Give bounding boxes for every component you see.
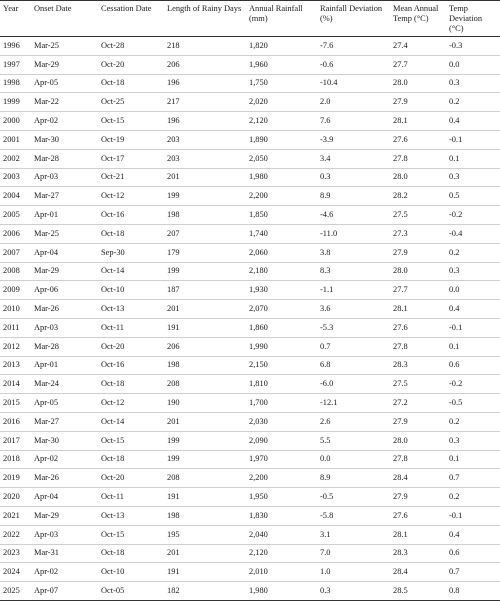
cell-annual-rainfall: 2,060 bbox=[246, 243, 317, 262]
table-row bbox=[0, 187, 500, 206]
cell-mean-annual-temp: 27.4 bbox=[390, 37, 446, 56]
table-row bbox=[0, 488, 500, 507]
cell-length-of-rainy-days: 203 bbox=[164, 130, 246, 149]
cell-rainfall-deviation: -12.1 bbox=[317, 394, 390, 413]
cell-cessation-date: Oct-15 bbox=[98, 431, 164, 450]
cell-onset-date: Mar-26 bbox=[31, 300, 98, 319]
cell-cessation-date: Oct-21 bbox=[98, 168, 164, 187]
cell-cessation-date: Oct-14 bbox=[98, 412, 164, 431]
cell-mean-annual-temp: 28.0 bbox=[390, 74, 446, 93]
cell-year: 2023 bbox=[0, 544, 31, 563]
cell-year: 2016 bbox=[0, 412, 31, 431]
cell-mean-annual-temp: 27.6 bbox=[390, 130, 446, 149]
cell-temp-deviation: 0.0 bbox=[446, 55, 500, 74]
table-row bbox=[0, 93, 500, 112]
cell-onset-date: Apr-03 bbox=[31, 168, 98, 187]
cell-cessation-date: Oct-12 bbox=[98, 394, 164, 413]
cell-mean-annual-temp: 27.9 bbox=[390, 488, 446, 507]
table-row bbox=[0, 356, 500, 375]
cell-temp-deviation: 0.3 bbox=[446, 262, 500, 281]
cell-onset-date: Mar-25 bbox=[31, 224, 98, 243]
cell-mean-annual-temp: 28.2 bbox=[390, 187, 446, 206]
cell-annual-rainfall: 2,030 bbox=[246, 412, 317, 431]
cell-mean-annual-temp: 27.6 bbox=[390, 318, 446, 337]
table-row bbox=[0, 525, 500, 544]
header-length-of-rainy-days: Length of Rainy Days bbox=[164, 1, 246, 37]
table-row bbox=[0, 375, 500, 394]
cell-length-of-rainy-days: 198 bbox=[164, 506, 246, 525]
cell-mean-annual-temp: 27.8 bbox=[390, 450, 446, 469]
table-row bbox=[0, 450, 500, 469]
header-row bbox=[0, 1, 500, 37]
cell-cessation-date: Sep-30 bbox=[98, 243, 164, 262]
cell-annual-rainfall: 1,700 bbox=[246, 394, 317, 413]
cell-length-of-rainy-days: 201 bbox=[164, 300, 246, 319]
cell-length-of-rainy-days: 201 bbox=[164, 168, 246, 187]
cell-rainfall-deviation: -10.4 bbox=[317, 74, 390, 93]
cell-year: 2008 bbox=[0, 262, 31, 281]
table-row bbox=[0, 149, 500, 168]
cell-cessation-date: Oct-12 bbox=[98, 187, 164, 206]
cell-annual-rainfall: 1,930 bbox=[246, 281, 317, 300]
cell-temp-deviation: 0.1 bbox=[446, 450, 500, 469]
cell-annual-rainfall: 2,090 bbox=[246, 431, 317, 450]
cell-mean-annual-temp: 28.4 bbox=[390, 469, 446, 488]
cell-mean-annual-temp: 28.3 bbox=[390, 356, 446, 375]
table-row bbox=[0, 37, 500, 56]
cell-onset-date: Mar-29 bbox=[31, 262, 98, 281]
table-row bbox=[0, 281, 500, 300]
cell-rainfall-deviation: 7.0 bbox=[317, 544, 390, 563]
cell-cessation-date: Oct-18 bbox=[98, 74, 164, 93]
cell-temp-deviation: 0.5 bbox=[446, 187, 500, 206]
table-row bbox=[0, 431, 500, 450]
header-year: Year bbox=[0, 1, 31, 37]
table-row bbox=[0, 74, 500, 93]
cell-year: 2021 bbox=[0, 506, 31, 525]
cell-year: 2007 bbox=[0, 243, 31, 262]
table-row bbox=[0, 262, 500, 281]
cell-year: 1997 bbox=[0, 55, 31, 74]
cell-rainfall-deviation: -11.0 bbox=[317, 224, 390, 243]
cell-year: 2000 bbox=[0, 112, 31, 131]
cell-mean-annual-temp: 27.8 bbox=[390, 337, 446, 356]
cell-temp-deviation: 0.1 bbox=[446, 149, 500, 168]
cell-cessation-date: Oct-10 bbox=[98, 281, 164, 300]
cell-cessation-date: Oct-18 bbox=[98, 375, 164, 394]
cell-rainfall-deviation: -6.0 bbox=[317, 375, 390, 394]
cell-length-of-rainy-days: 203 bbox=[164, 149, 246, 168]
cell-rainfall-deviation: 6.8 bbox=[317, 356, 390, 375]
cell-year: 2018 bbox=[0, 450, 31, 469]
cell-year: 1998 bbox=[0, 74, 31, 93]
cell-length-of-rainy-days: 218 bbox=[164, 37, 246, 56]
cell-onset-date: Mar-29 bbox=[31, 506, 98, 525]
cell-year: 1996 bbox=[0, 37, 31, 56]
cell-annual-rainfall: 2,200 bbox=[246, 469, 317, 488]
cell-rainfall-deviation: 8.9 bbox=[317, 469, 390, 488]
cell-temp-deviation: 0.3 bbox=[446, 168, 500, 187]
cell-onset-date: Mar-31 bbox=[31, 544, 98, 563]
cell-mean-annual-temp: 28.0 bbox=[390, 262, 446, 281]
cell-rainfall-deviation: 5.5 bbox=[317, 431, 390, 450]
cell-rainfall-deviation: -5.3 bbox=[317, 318, 390, 337]
cell-rainfall-deviation: 1.0 bbox=[317, 563, 390, 582]
cell-mean-annual-temp: 27.7 bbox=[390, 55, 446, 74]
cell-temp-deviation: 0.6 bbox=[446, 356, 500, 375]
table-row bbox=[0, 243, 500, 262]
cell-annual-rainfall: 1,970 bbox=[246, 450, 317, 469]
cell-year: 2017 bbox=[0, 431, 31, 450]
cell-onset-date: Apr-02 bbox=[31, 563, 98, 582]
cell-year: 2025 bbox=[0, 582, 31, 601]
cell-onset-date: Mar-29 bbox=[31, 55, 98, 74]
cell-rainfall-deviation: -0.5 bbox=[317, 488, 390, 507]
table-row bbox=[0, 563, 500, 582]
cell-length-of-rainy-days: 208 bbox=[164, 469, 246, 488]
cell-annual-rainfall: 1,980 bbox=[246, 168, 317, 187]
cell-length-of-rainy-days: 196 bbox=[164, 74, 246, 93]
table-row bbox=[0, 506, 500, 525]
cell-cessation-date: Oct-11 bbox=[98, 488, 164, 507]
cell-length-of-rainy-days: 201 bbox=[164, 544, 246, 563]
cell-annual-rainfall: 2,150 bbox=[246, 356, 317, 375]
cell-temp-deviation: 0.6 bbox=[446, 544, 500, 563]
cell-cessation-date: Oct-11 bbox=[98, 318, 164, 337]
cell-mean-annual-temp: 27.7 bbox=[390, 281, 446, 300]
cell-temp-deviation: 0.2 bbox=[446, 488, 500, 507]
cell-temp-deviation: 0.2 bbox=[446, 243, 500, 262]
cell-onset-date: Mar-28 bbox=[31, 149, 98, 168]
cell-temp-deviation: 0.8 bbox=[446, 582, 500, 601]
cell-onset-date: Apr-04 bbox=[31, 243, 98, 262]
cell-mean-annual-temp: 27.9 bbox=[390, 93, 446, 112]
cell-annual-rainfall: 1,990 bbox=[246, 337, 317, 356]
cell-temp-deviation: 0.2 bbox=[446, 412, 500, 431]
cell-rainfall-deviation: -3.9 bbox=[317, 130, 390, 149]
cell-annual-rainfall: 2,180 bbox=[246, 262, 317, 281]
table-row bbox=[0, 337, 500, 356]
table-row bbox=[0, 469, 500, 488]
cell-year: 2013 bbox=[0, 356, 31, 375]
cell-mean-annual-temp: 28.4 bbox=[390, 563, 446, 582]
cell-mean-annual-temp: 28.0 bbox=[390, 168, 446, 187]
cell-onset-date: Mar-28 bbox=[31, 337, 98, 356]
header-cessation-date: Cessation Date bbox=[98, 1, 164, 37]
cell-temp-deviation: -0.1 bbox=[446, 130, 500, 149]
cell-year: 2012 bbox=[0, 337, 31, 356]
cell-temp-deviation: 0.0 bbox=[446, 281, 500, 300]
cell-rainfall-deviation: 2.6 bbox=[317, 412, 390, 431]
table-row bbox=[0, 544, 500, 563]
cell-mean-annual-temp: 28.5 bbox=[390, 582, 446, 601]
table-row bbox=[0, 112, 500, 131]
cell-temp-deviation: 0.3 bbox=[446, 74, 500, 93]
cell-year: 2024 bbox=[0, 563, 31, 582]
cell-annual-rainfall: 2,200 bbox=[246, 187, 317, 206]
cell-length-of-rainy-days: 191 bbox=[164, 318, 246, 337]
cell-temp-deviation: 0.4 bbox=[446, 525, 500, 544]
cell-onset-date: Apr-02 bbox=[31, 112, 98, 131]
cell-length-of-rainy-days: 199 bbox=[164, 431, 246, 450]
cell-temp-deviation: 0.4 bbox=[446, 300, 500, 319]
cell-length-of-rainy-days: 198 bbox=[164, 356, 246, 375]
table-row bbox=[0, 318, 500, 337]
cell-length-of-rainy-days: 206 bbox=[164, 337, 246, 356]
cell-length-of-rainy-days: 199 bbox=[164, 187, 246, 206]
cell-year: 2022 bbox=[0, 525, 31, 544]
cell-year: 2020 bbox=[0, 488, 31, 507]
cell-length-of-rainy-days: 195 bbox=[164, 525, 246, 544]
cell-annual-rainfall: 1,740 bbox=[246, 224, 317, 243]
cell-temp-deviation: 0.7 bbox=[446, 563, 500, 582]
header-mean-annual-temp: Mean Annual Temp (°C) bbox=[390, 1, 446, 37]
cell-length-of-rainy-days: 179 bbox=[164, 243, 246, 262]
cell-onset-date: Mar-22 bbox=[31, 93, 98, 112]
cell-year: 1999 bbox=[0, 93, 31, 112]
cell-annual-rainfall: 1,820 bbox=[246, 37, 317, 56]
header-onset-date: Onset Date bbox=[31, 1, 98, 37]
table-row bbox=[0, 224, 500, 243]
cell-annual-rainfall: 1,950 bbox=[246, 488, 317, 507]
cell-onset-date: Apr-06 bbox=[31, 281, 98, 300]
cell-onset-date: Apr-01 bbox=[31, 206, 98, 225]
cell-rainfall-deviation: -1.1 bbox=[317, 281, 390, 300]
cell-length-of-rainy-days: 206 bbox=[164, 55, 246, 74]
cell-year: 2009 bbox=[0, 281, 31, 300]
cell-onset-date: Apr-05 bbox=[31, 394, 98, 413]
cell-mean-annual-temp: 28.1 bbox=[390, 300, 446, 319]
cell-annual-rainfall: 1,830 bbox=[246, 506, 317, 525]
cell-temp-deviation: -0.3 bbox=[446, 37, 500, 56]
cell-onset-date: Apr-03 bbox=[31, 525, 98, 544]
cell-temp-deviation: 0.4 bbox=[446, 112, 500, 131]
cell-onset-date: Mar-24 bbox=[31, 375, 98, 394]
cell-cessation-date: Oct-17 bbox=[98, 149, 164, 168]
cell-onset-date: Apr-04 bbox=[31, 488, 98, 507]
cell-rainfall-deviation: 8.3 bbox=[317, 262, 390, 281]
cell-annual-rainfall: 2,070 bbox=[246, 300, 317, 319]
cell-rainfall-deviation: 3.1 bbox=[317, 525, 390, 544]
table-body bbox=[0, 37, 500, 601]
table-row bbox=[0, 55, 500, 74]
table-header bbox=[0, 1, 500, 37]
cell-year: 2014 bbox=[0, 375, 31, 394]
cell-annual-rainfall: 2,120 bbox=[246, 544, 317, 563]
cell-annual-rainfall: 1,960 bbox=[246, 55, 317, 74]
cell-temp-deviation: -0.5 bbox=[446, 394, 500, 413]
cell-cessation-date: Oct-10 bbox=[98, 563, 164, 582]
cell-cessation-date: Oct-15 bbox=[98, 525, 164, 544]
cell-length-of-rainy-days: 196 bbox=[164, 112, 246, 131]
cell-rainfall-deviation: 8.9 bbox=[317, 187, 390, 206]
cell-annual-rainfall: 2,010 bbox=[246, 563, 317, 582]
cell-mean-annual-temp: 27.9 bbox=[390, 412, 446, 431]
cell-length-of-rainy-days: 199 bbox=[164, 450, 246, 469]
cell-year: 2015 bbox=[0, 394, 31, 413]
cell-rainfall-deviation: 0.3 bbox=[317, 582, 390, 601]
cell-mean-annual-temp: 27.6 bbox=[390, 506, 446, 525]
cell-cessation-date: Oct-13 bbox=[98, 506, 164, 525]
cell-length-of-rainy-days: 201 bbox=[164, 412, 246, 431]
header-rainfall-deviation: Rainfall Deviation (%) bbox=[317, 1, 390, 37]
table-row bbox=[0, 130, 500, 149]
cell-cessation-date: Oct-16 bbox=[98, 356, 164, 375]
cell-cessation-date: Oct-20 bbox=[98, 469, 164, 488]
cell-length-of-rainy-days: 187 bbox=[164, 281, 246, 300]
cell-mean-annual-temp: 27.8 bbox=[390, 149, 446, 168]
cell-onset-date: Mar-27 bbox=[31, 412, 98, 431]
cell-temp-deviation: -0.1 bbox=[446, 318, 500, 337]
cell-onset-date: Mar-25 bbox=[31, 37, 98, 56]
cell-rainfall-deviation: 0.3 bbox=[317, 168, 390, 187]
table-row bbox=[0, 412, 500, 431]
cell-annual-rainfall: 2,120 bbox=[246, 112, 317, 131]
cell-mean-annual-temp: 28.0 bbox=[390, 431, 446, 450]
cell-year: 2001 bbox=[0, 130, 31, 149]
cell-year: 2019 bbox=[0, 469, 31, 488]
cell-year: 2010 bbox=[0, 300, 31, 319]
cell-cessation-date: Oct-14 bbox=[98, 262, 164, 281]
cell-length-of-rainy-days: 182 bbox=[164, 582, 246, 601]
cell-mean-annual-temp: 27.3 bbox=[390, 224, 446, 243]
cell-annual-rainfall: 1,860 bbox=[246, 318, 317, 337]
cell-year: 2004 bbox=[0, 187, 31, 206]
cell-length-of-rainy-days: 190 bbox=[164, 394, 246, 413]
cell-rainfall-deviation: 2.0 bbox=[317, 93, 390, 112]
cell-temp-deviation: 0.7 bbox=[446, 469, 500, 488]
table-row bbox=[0, 582, 500, 601]
cell-temp-deviation: -0.1 bbox=[446, 506, 500, 525]
cell-annual-rainfall: 2,050 bbox=[246, 149, 317, 168]
cell-rainfall-deviation: 3.8 bbox=[317, 243, 390, 262]
cell-rainfall-deviation: -5.8 bbox=[317, 506, 390, 525]
cell-mean-annual-temp: 28.1 bbox=[390, 112, 446, 131]
cell-annual-rainfall: 1,980 bbox=[246, 582, 317, 601]
cell-annual-rainfall: 2,040 bbox=[246, 525, 317, 544]
cell-year: 2005 bbox=[0, 206, 31, 225]
cell-mean-annual-temp: 28.1 bbox=[390, 525, 446, 544]
cell-onset-date: Apr-05 bbox=[31, 74, 98, 93]
cell-year: 2003 bbox=[0, 168, 31, 187]
cell-temp-deviation: -0.2 bbox=[446, 375, 500, 394]
cell-onset-date: Apr-03 bbox=[31, 318, 98, 337]
cell-cessation-date: Oct-19 bbox=[98, 130, 164, 149]
cell-rainfall-deviation: 7.6 bbox=[317, 112, 390, 131]
cell-cessation-date: Oct-05 bbox=[98, 582, 164, 601]
cell-rainfall-deviation: 0.7 bbox=[317, 337, 390, 356]
table-row bbox=[0, 300, 500, 319]
cell-onset-date: Mar-26 bbox=[31, 469, 98, 488]
table-row bbox=[0, 206, 500, 225]
cell-rainfall-deviation: -7.6 bbox=[317, 37, 390, 56]
cell-rainfall-deviation: -0.6 bbox=[317, 55, 390, 74]
cell-temp-deviation: 0.1 bbox=[446, 337, 500, 356]
cell-onset-date: Mar-30 bbox=[31, 431, 98, 450]
cell-length-of-rainy-days: 217 bbox=[164, 93, 246, 112]
table-row bbox=[0, 168, 500, 187]
cell-mean-annual-temp: 27.5 bbox=[390, 375, 446, 394]
cell-cessation-date: Oct-20 bbox=[98, 337, 164, 356]
cell-length-of-rainy-days: 199 bbox=[164, 262, 246, 281]
cell-mean-annual-temp: 28.3 bbox=[390, 544, 446, 563]
cell-temp-deviation: 0.2 bbox=[446, 93, 500, 112]
cell-length-of-rainy-days: 191 bbox=[164, 563, 246, 582]
cell-cessation-date: Oct-28 bbox=[98, 37, 164, 56]
table-row bbox=[0, 394, 500, 413]
cell-onset-date: Apr-02 bbox=[31, 450, 98, 469]
cell-rainfall-deviation: -4.6 bbox=[317, 206, 390, 225]
cell-rainfall-deviation: 3.6 bbox=[317, 300, 390, 319]
cell-cessation-date: Oct-25 bbox=[98, 93, 164, 112]
header-temp-deviation: Temp Deviation (°C) bbox=[446, 1, 500, 37]
cell-temp-deviation: -0.4 bbox=[446, 224, 500, 243]
cell-annual-rainfall: 1,890 bbox=[246, 130, 317, 149]
cell-annual-rainfall: 1,750 bbox=[246, 74, 317, 93]
cell-mean-annual-temp: 27.2 bbox=[390, 394, 446, 413]
cell-year: 2011 bbox=[0, 318, 31, 337]
cell-onset-date: Apr-07 bbox=[31, 582, 98, 601]
cell-cessation-date: Oct-16 bbox=[98, 206, 164, 225]
cell-mean-annual-temp: 27.5 bbox=[390, 206, 446, 225]
cell-temp-deviation: -0.2 bbox=[446, 206, 500, 225]
cell-annual-rainfall: 1,810 bbox=[246, 375, 317, 394]
cell-year: 2002 bbox=[0, 149, 31, 168]
cell-length-of-rainy-days: 191 bbox=[164, 488, 246, 507]
cell-annual-rainfall: 2,020 bbox=[246, 93, 317, 112]
cell-length-of-rainy-days: 208 bbox=[164, 375, 246, 394]
cell-cessation-date: Oct-18 bbox=[98, 450, 164, 469]
cell-cessation-date: Oct-18 bbox=[98, 224, 164, 243]
cell-year: 2006 bbox=[0, 224, 31, 243]
cell-length-of-rainy-days: 207 bbox=[164, 224, 246, 243]
header-annual-rainfall: Annual Rainfall (mm) bbox=[246, 1, 317, 37]
cell-onset-date: Mar-30 bbox=[31, 130, 98, 149]
cell-onset-date: Apr-01 bbox=[31, 356, 98, 375]
cell-length-of-rainy-days: 198 bbox=[164, 206, 246, 225]
cell-rainfall-deviation: 3.4 bbox=[317, 149, 390, 168]
cell-cessation-date: Oct-13 bbox=[98, 300, 164, 319]
cell-cessation-date: Oct-20 bbox=[98, 55, 164, 74]
cell-temp-deviation: 0.3 bbox=[446, 431, 500, 450]
cell-cessation-date: Oct-15 bbox=[98, 112, 164, 131]
cell-mean-annual-temp: 27.9 bbox=[390, 243, 446, 262]
cell-cessation-date: Oct-18 bbox=[98, 544, 164, 563]
cell-annual-rainfall: 1,850 bbox=[246, 206, 317, 225]
cell-rainfall-deviation: 0.0 bbox=[317, 450, 390, 469]
cell-onset-date: Mar-27 bbox=[31, 187, 98, 206]
